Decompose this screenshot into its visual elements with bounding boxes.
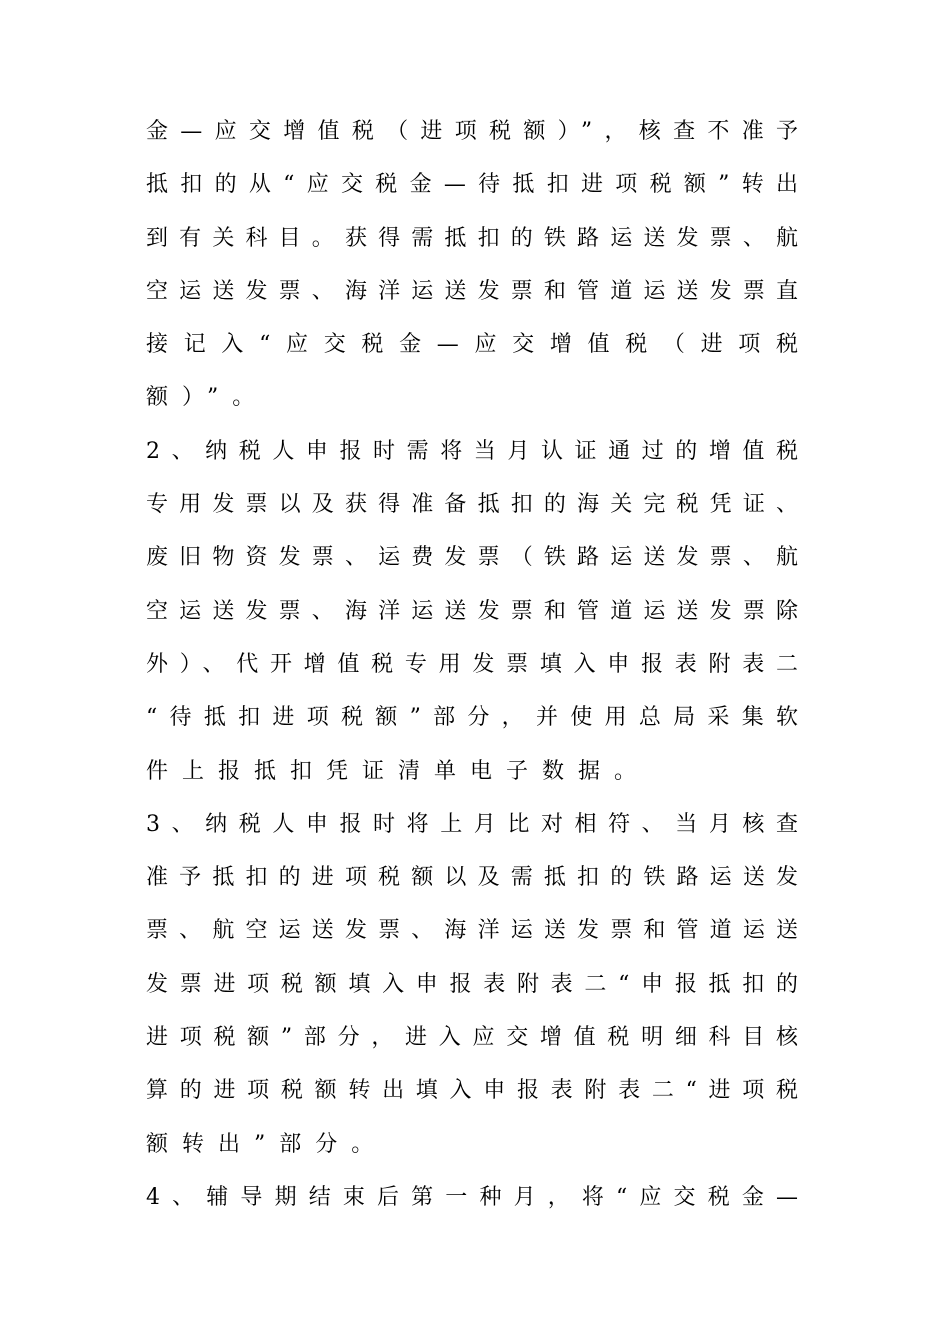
text-line: 抵扣的从“应交税金—待抵扣进项税额”转出 — [146, 172, 798, 198]
text-line: “待抵扣进项税额”部分，并使用总局采集软 — [146, 705, 798, 731]
paragraph-item-4 — [146, 1171, 798, 1224]
text-line: 外）、代开增值税专用发票填入申报表附表二 — [146, 651, 798, 677]
text-line: 2、纳税人申报时需将当月认证通过的增值税 — [146, 438, 798, 464]
text-line: 算的进项税额转出填入申报表附表二“进项税 — [146, 1078, 798, 1104]
text-line: 3、纳税人申报时将上月比对相符、当月核查 — [146, 811, 798, 837]
text-line: 额）”。 — [146, 385, 269, 411]
text-line: 到有关科目。获得需抵扣的铁路运送发票、航 — [146, 225, 798, 251]
text-line: 发票进项税额填入申报表附表二“申报抵扣的 — [146, 971, 798, 997]
text-line: 金—应交增值税（进项税额）”，核查不准予 — [146, 119, 798, 144]
paragraph-item-2 — [146, 425, 798, 798]
paragraph-continuation — [146, 105, 798, 425]
text-line: 空运送发票、海洋运送发票和管道运送发票除 — [146, 598, 798, 624]
text-line: 废旧物资发票、运费发票（铁路运送发票、航 — [146, 545, 798, 571]
text-line: 空运送发票、海洋运送发票和管道运送发票直 — [146, 278, 798, 304]
text-line: 专用发票以及获得准备抵扣的海关完税凭证、 — [146, 492, 798, 518]
document-body — [146, 105, 798, 1224]
text-line: 准予抵扣的进项税额以及需抵扣的铁路运送发 — [146, 865, 798, 891]
paragraph-item-3 — [146, 798, 798, 1171]
text-line: 接记入“应交税金—应交增值税（进项税 — [146, 332, 798, 358]
text-line: 额转出”部分。 — [146, 1131, 388, 1157]
text-line: 进项税额”部分，进入应交增值税明细科目核 — [146, 1025, 798, 1051]
text-line: 票、航空运送发票、海洋运送发票和管道运送 — [146, 918, 798, 944]
text-line: 件上报抵扣凭证清单电子数据。 — [146, 758, 651, 784]
text-line: 4、辅导期结束后第一种月，将“应交税金— — [146, 1184, 798, 1210]
